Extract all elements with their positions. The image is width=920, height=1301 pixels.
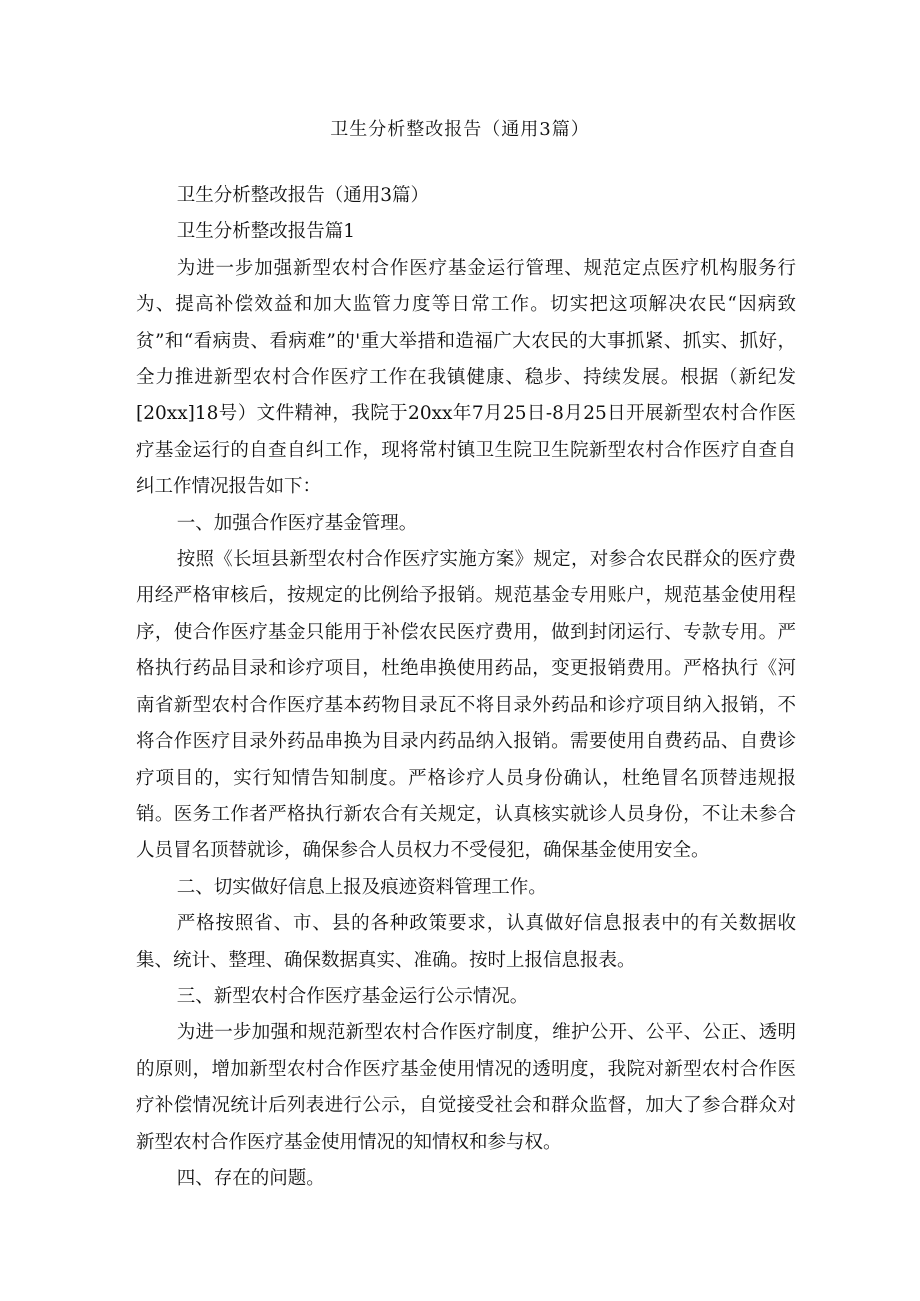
- document-body: [136, 178, 796, 1197]
- heading-fund-publicity: 三、新型农村合作医疗基金运行公示情况。: [176, 985, 529, 1007]
- paragraph-information-reporting: 严格按照省、市、县的各种政策要求，认真做好信息报表中的有关数据收集、统计、整理、确保数据真实、准确。按时上报信息报表。: [136, 913, 796, 971]
- paragraph-intro: 为进一步加强新型农村合作医疗基金运行管理、规范定点医疗机构服务行为、提高补偿效益和加大监管力度等日常工作。切实把这项解决农民“因病致贫”和“看病贵、看病难”的'重大举措和造福广大农民的大事抓紧、抓实、抓好，全力推进新型农村合作医疗工作在我镇健康、稳步、持续发展。根据（新纪发[20xx]18号）文件精神，我院于20xx年7月25日-8月25日开展新型农村合作医疗基金运行的自查自纠工作，现将常村镇卫生院卫生院新型农村合作医疗自查自纠工作情况报告如下：: [136, 257, 796, 498]
- heading-information-reporting: 二、切实做好信息上报及痕迹资料管理工作。: [176, 876, 547, 898]
- heading-existing-problems: 四、存在的问题。: [176, 1167, 325, 1189]
- paragraph-subtitle: 卫生分析整改报告（通用3篇）: [176, 185, 429, 206]
- heading-fund-management: 一、加强合作医疗基金管理。: [176, 512, 418, 534]
- paragraph-fund-management: 按照《长垣县新型农村合作医疗实施方案》规定，对参合农民群众的医疗费用经严格审核后，按规定的比例给予报销。规范基金专用账户，规范基金使用程序，使合作医疗基金只能用于补偿农民医疗费用，做到封闭运行、专款专用。严格执行药品目录和诊疗项目，杜绝串换使用药品，变更报销费用。严格执行《河南省新型农村合作医疗基本药物目录瓦不将目录外药品和诊疗项目纳入报销，不将合作医疗目录外药品串换为目录内药品纳入报销。需要使用自费药品、自费诊疗项目的，实行知情告知制度。严格诊疗人员身份确认，杜绝冒名顶替违规报销。医务工作者严格执行新农合有关规定，认真核实就诊人员身份，不让未参合人员冒名顶替就诊，确保参合人员权力不受侵犯，确保基金使用安全。: [136, 549, 796, 862]
- paragraph-section-heading: 卫生分析整改报告篇1: [176, 221, 355, 243]
- paragraph-fund-publicity: 为进一步加强和规范新型农村合作医疗制度，维护公开、公平、公正、透明的原则，增加新型农村合作医疗基金使用情况的透明度，我院对新型农村合作医疗补偿情况统计后列表进行公示，自觉接受社会和群众监督，加大了参合群众对新型农村合作医疗基金使用情况的知情权和参与权。: [136, 1022, 796, 1153]
- document-title: 卫生分析整改报告（通用3篇）: [330, 119, 590, 140]
